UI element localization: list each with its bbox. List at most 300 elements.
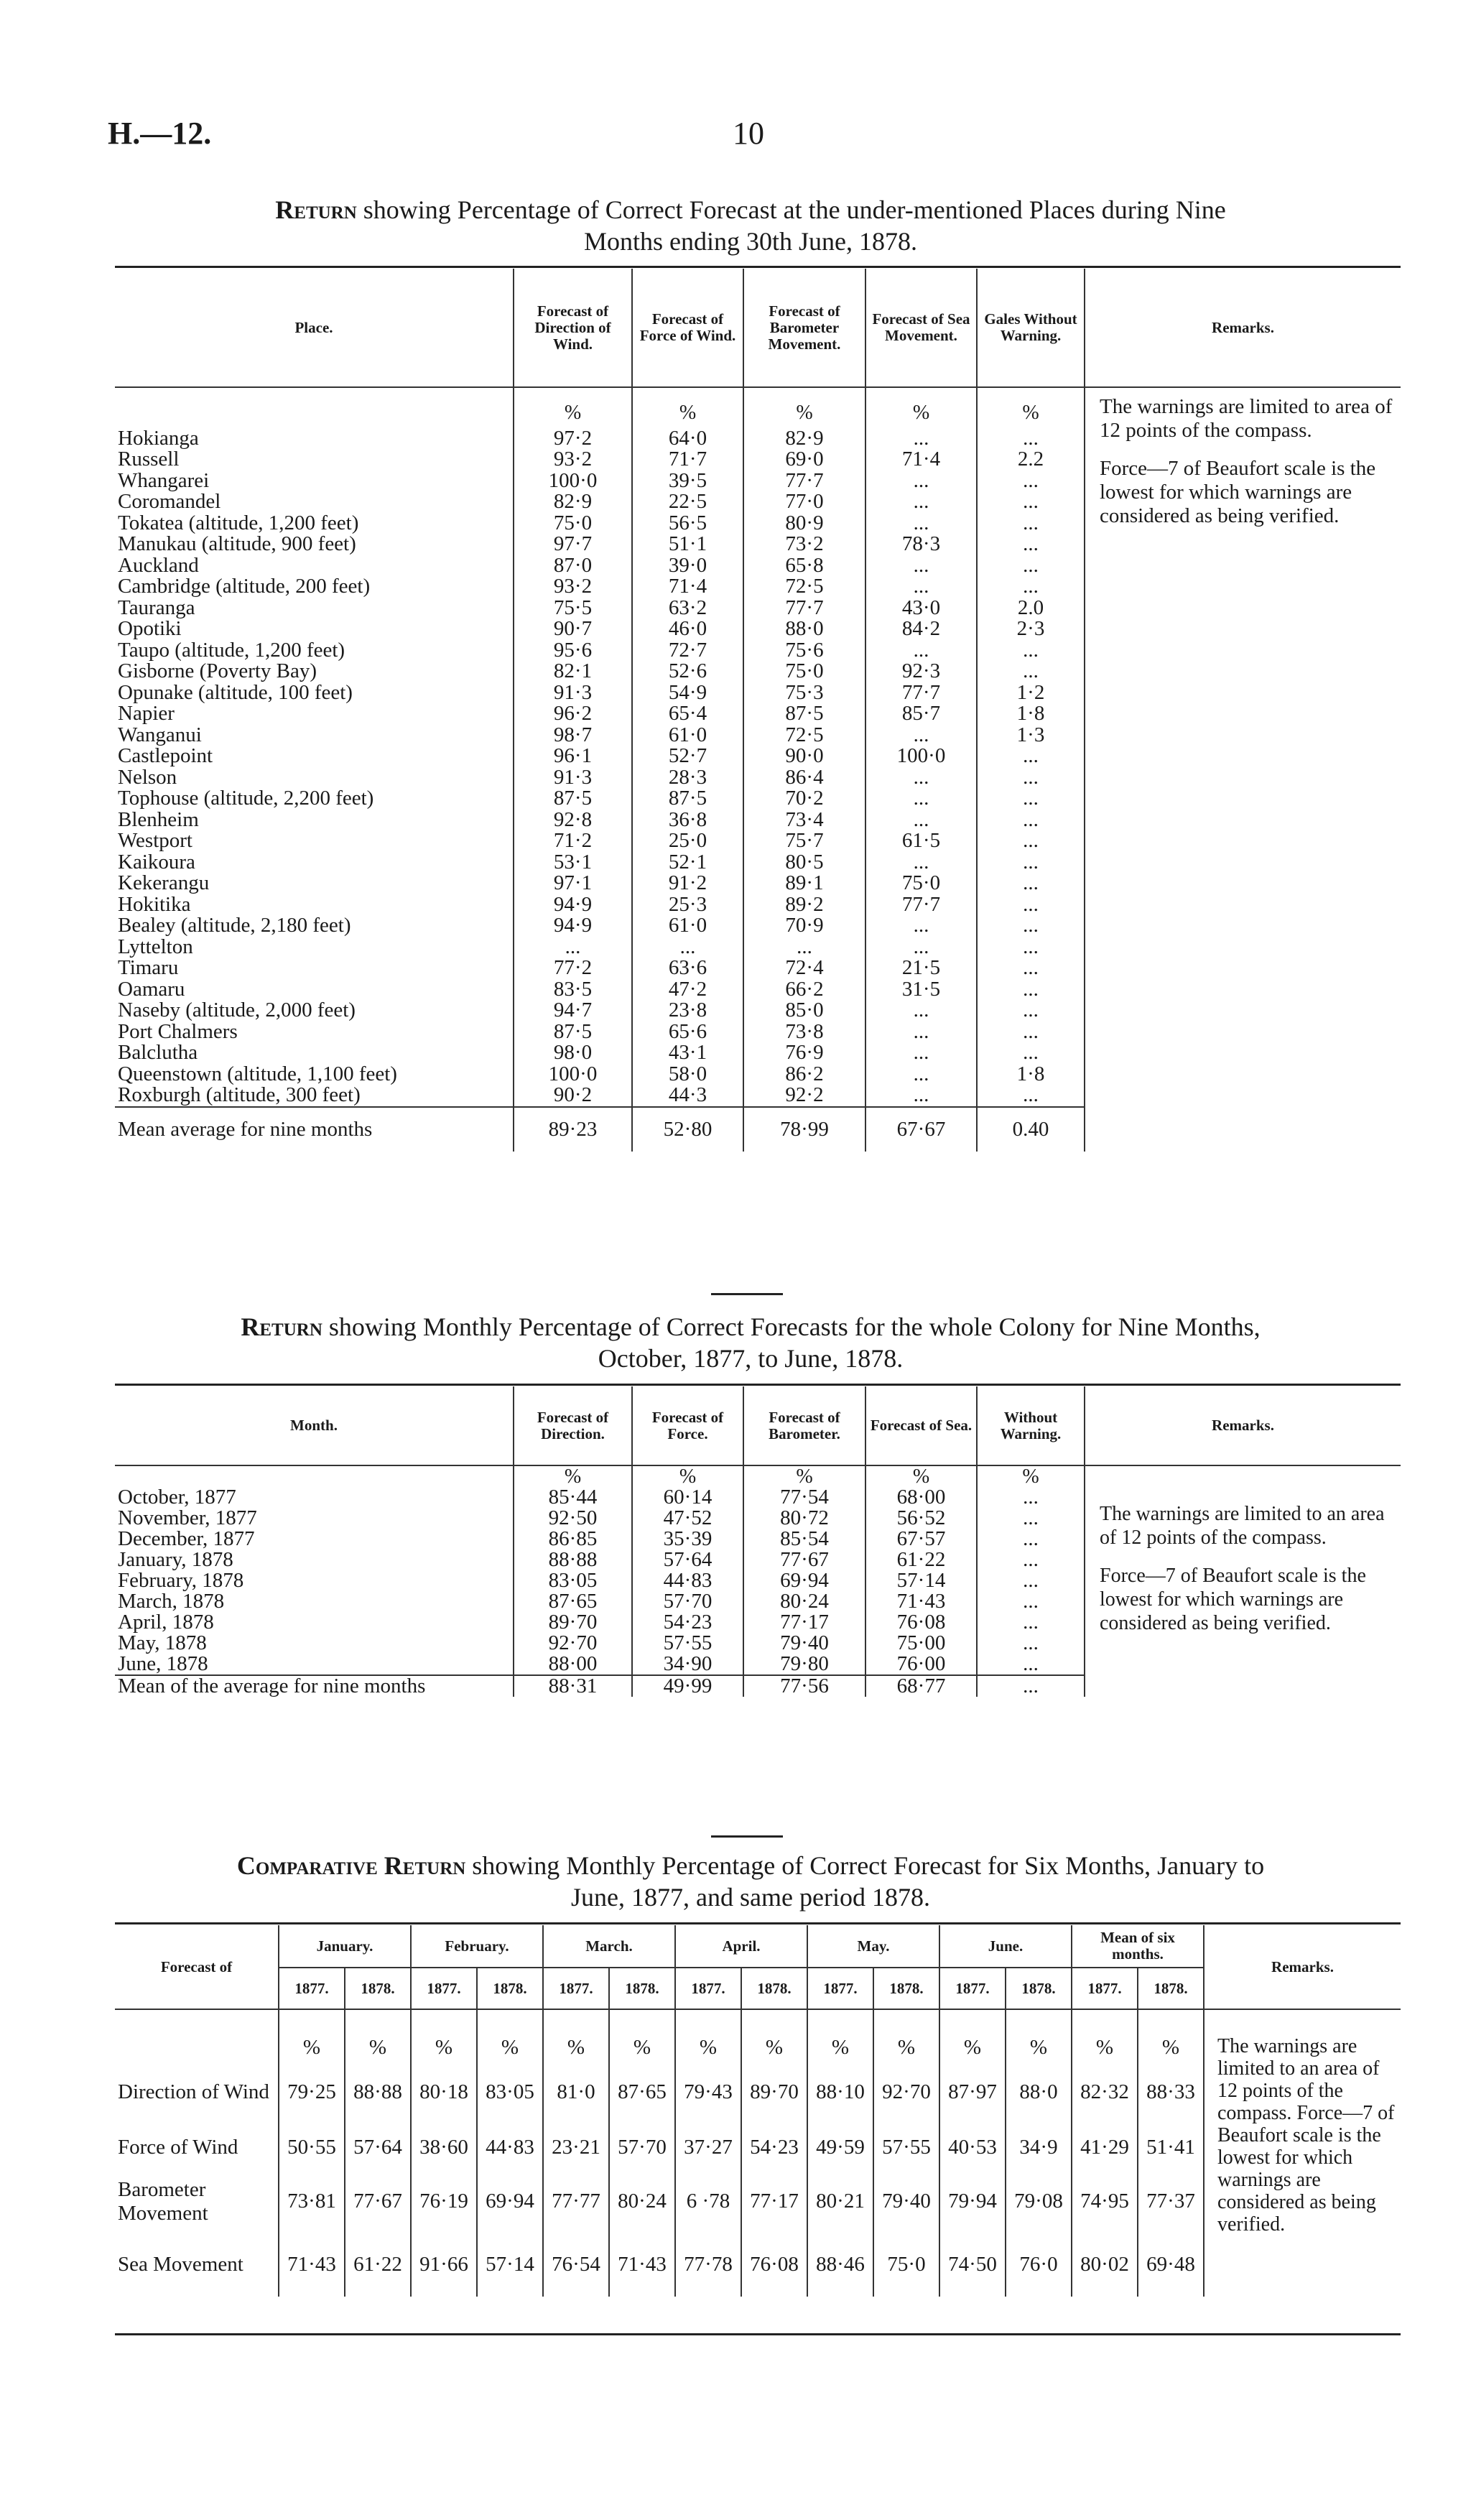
t1-place-name xyxy=(115,915,514,937)
t1-mean-cell: 89·23 xyxy=(514,1107,632,1152)
t3-unit: % xyxy=(873,2009,939,2060)
t1-cell: 69·0 xyxy=(743,449,865,471)
t1-cell: 66·2 xyxy=(743,979,865,1001)
t3-unit: % xyxy=(279,2009,345,2060)
t1-cell: 83·5 xyxy=(514,979,632,1001)
t1-cell: 87·5 xyxy=(514,788,632,810)
t1-cell: ... xyxy=(865,1085,977,1107)
t3-cell: 80·21 xyxy=(807,2171,873,2232)
t1-cell: 93·2 xyxy=(514,449,632,471)
t3-header-year: 1877. xyxy=(279,1968,345,2009)
t1-place-label: Coromandel xyxy=(118,490,221,513)
t1-cell: 96·1 xyxy=(514,746,632,767)
t2-unit: % xyxy=(977,1465,1085,1487)
t2-cell: 56·52 xyxy=(865,1508,977,1529)
t1-place-name xyxy=(115,937,514,958)
t3-cell: 23·21 xyxy=(543,2124,609,2171)
t1-place-name xyxy=(115,491,514,513)
t1-cell: 94·9 xyxy=(514,915,632,937)
t2-cell: 75·00 xyxy=(865,1633,977,1654)
t1-cell: 77·7 xyxy=(743,471,865,492)
t1-cell: ... xyxy=(632,937,743,958)
t1-unit: % xyxy=(865,387,977,428)
t1-cell: 53·1 xyxy=(514,852,632,874)
t1-cell: 75·6 xyxy=(743,640,865,662)
t1-place-label: Taupo (altitude, 1,200 feet) xyxy=(118,638,345,662)
t1-cell: 92·2 xyxy=(743,1085,865,1107)
t3-cell: 6 ·78 xyxy=(675,2171,741,2232)
t1-place-label: Tokatea (altitude, 1,200 feet) xyxy=(118,511,359,534)
t2-cell: 76·00 xyxy=(865,1654,977,1675)
t3-row-label: Direction of Wind xyxy=(115,2060,279,2124)
t1-cell: 70·2 xyxy=(743,788,865,810)
t1-cell: 95·6 xyxy=(514,640,632,662)
t1-cell: ... xyxy=(743,937,865,958)
t1-cell: 86·4 xyxy=(743,767,865,789)
t1-cell: 97·7 xyxy=(514,534,632,555)
t2-remark-2: Force—7 of Beaufort scale is the lowest for which warnings are considered as being verified. xyxy=(1100,1565,1366,1634)
t1-cell: 84·2 xyxy=(865,619,977,640)
t1-cell: 97·2 xyxy=(514,428,632,450)
t3-header-year: 1877. xyxy=(939,1968,1006,2009)
t1-cell: ... xyxy=(977,1022,1085,1043)
t1-cell: ... xyxy=(865,491,977,513)
t1-cell: 25·0 xyxy=(632,830,743,852)
t2-unit: % xyxy=(865,1465,977,1487)
t1-cell: ... xyxy=(977,979,1085,1001)
t1-cell: 90·7 xyxy=(514,619,632,640)
t1-remarks xyxy=(1085,387,1401,1107)
t3-unit: % xyxy=(477,2009,543,2060)
t3-unit: % xyxy=(741,2009,807,2060)
t1-place-name xyxy=(115,746,514,767)
t1-place-label: Opunake (altitude, 100 feet) xyxy=(118,680,353,704)
t2-cell: ... xyxy=(977,1612,1085,1633)
t1-cell: ... xyxy=(865,915,977,937)
t3-row-label: Barometer Movement xyxy=(115,2171,279,2232)
t3-unit: % xyxy=(1072,2009,1138,2060)
t1-place-name xyxy=(115,428,514,450)
t1-unit: % xyxy=(514,387,632,428)
t1-cell: 39·5 xyxy=(632,471,743,492)
t1-place-label: Roxburgh (altitude, 300 feet) xyxy=(118,1083,361,1106)
table3-top-rule xyxy=(115,1922,1401,1924)
t1-cell: ... xyxy=(977,937,1085,958)
t1-cell: 97·1 xyxy=(514,873,632,894)
t2-cell: 69·94 xyxy=(743,1570,865,1591)
t3-cell: 80·24 xyxy=(609,2171,675,2232)
t1-cell: 61·0 xyxy=(632,725,743,746)
t3-header-year: 1878. xyxy=(741,1968,807,2009)
t1-cell: 65·4 xyxy=(632,703,743,725)
t3-header-year: 1878. xyxy=(345,1968,411,2009)
t1-cell: ... xyxy=(865,788,977,810)
t1-cell: 80·9 xyxy=(743,513,865,534)
t1-place-label: Oamaru xyxy=(118,977,185,1001)
t1-place-name xyxy=(115,1042,514,1064)
t1-place-label: Bealey (altitude, 2,180 feet) xyxy=(118,914,351,937)
t1-cell: 72·5 xyxy=(743,576,865,598)
t3-header-year: 1877. xyxy=(807,1968,873,2009)
t1-remark-2: Force—7 of Beaufort scale is the lowest for which warnings are considered as being verified. xyxy=(1100,457,1376,527)
t1-cell: ... xyxy=(865,471,977,492)
t1-cell: 77·7 xyxy=(865,894,977,916)
t1-place-name xyxy=(115,725,514,746)
t1-cell: 39·0 xyxy=(632,555,743,577)
t1-place-label: Auckland xyxy=(118,553,199,577)
t1-cell: 43·0 xyxy=(865,598,977,619)
t1-cell: 61·0 xyxy=(632,915,743,937)
t3-cell: 37·27 xyxy=(675,2124,741,2171)
t3-cell: 82·32 xyxy=(1072,2060,1138,2124)
t1-cell: 2·3 xyxy=(977,619,1085,640)
t1-cell: ... xyxy=(865,1000,977,1022)
t2-cell: 44·83 xyxy=(632,1570,743,1591)
t1-cell: 61·5 xyxy=(865,830,977,852)
t1-place-name xyxy=(115,555,514,577)
t2-cell: ... xyxy=(977,1654,1085,1675)
t3-cell: 83·05 xyxy=(477,2060,543,2124)
t1-cell: 73·8 xyxy=(743,1022,865,1043)
t1-cell: ... xyxy=(977,491,1085,513)
t3-header-year: 1877. xyxy=(411,1968,477,2009)
t1-cell: 75·0 xyxy=(514,513,632,534)
t3-header-month: February. xyxy=(411,1925,543,1968)
t1-mean-label: Mean average for nine months xyxy=(115,1107,514,1152)
t1-cell: 89·2 xyxy=(743,894,865,916)
t1-place-name xyxy=(115,619,514,640)
t3-cell: 77·37 xyxy=(1138,2171,1204,2232)
t1-mean-cell: 78·99 xyxy=(743,1107,865,1152)
t1-place-label: Kaikoura xyxy=(118,850,195,874)
t3-cell: 77·17 xyxy=(741,2171,807,2232)
table2-top-rule xyxy=(115,1384,1401,1386)
t1-place-label: Naseby (altitude, 2,000 feet) xyxy=(118,999,356,1022)
table3-comparative-return xyxy=(115,1925,1401,2297)
t1-cell: 100·0 xyxy=(514,471,632,492)
table1-title-line1: showing Percentage of Correct Forecast at the under-mentioned Places during Nine xyxy=(356,195,1226,224)
t2-month-name: June, 1878 xyxy=(115,1654,514,1675)
t1-place-name xyxy=(115,449,514,471)
t2-cell: 34·90 xyxy=(632,1654,743,1675)
t2-cell: ... xyxy=(977,1487,1085,1508)
t1-cell: 64·0 xyxy=(632,428,743,450)
t1-cell: ... xyxy=(977,513,1085,534)
t2-month-name: March, 1878 xyxy=(115,1591,514,1612)
t3-cell: 88·10 xyxy=(807,2060,873,2124)
t1-place-label: Nelson xyxy=(118,765,177,789)
t1-place-label: Russell xyxy=(118,448,180,471)
t3-cell: 79·43 xyxy=(675,2060,741,2124)
t1-cell: ... xyxy=(977,873,1085,894)
t1-unit: % xyxy=(743,387,865,428)
t1-place-label: Napier xyxy=(118,702,175,725)
t1-place-label: Port Chalmers xyxy=(118,1019,238,1043)
t2-cell: 92·70 xyxy=(514,1633,632,1654)
t1-place-name xyxy=(115,788,514,810)
t2-header-month: Month. xyxy=(115,1386,514,1465)
t1-cell: 52·1 xyxy=(632,852,743,874)
t1-place-name xyxy=(115,598,514,619)
t1-cell: 77·7 xyxy=(865,682,977,704)
t1-place-name xyxy=(115,873,514,894)
t1-cell: ... xyxy=(865,1064,977,1085)
t3-cell: 49·59 xyxy=(807,2124,873,2171)
t2-cell: 61·22 xyxy=(865,1549,977,1570)
t3-unit: % xyxy=(1006,2009,1072,2060)
t3-header-year: 1877. xyxy=(543,1968,609,2009)
t1-cell: 73·4 xyxy=(743,810,865,831)
t1-cell: ... xyxy=(977,576,1085,598)
t3-header-remarks: Remarks. xyxy=(1204,1925,1401,2009)
t1-place-name xyxy=(115,661,514,682)
t2-remark-1: The warnings are limited to an area of 12 points of the compass. xyxy=(1100,1503,1385,1549)
t3-header-year: 1877. xyxy=(675,1968,741,2009)
t3-header-year: 1878. xyxy=(609,1968,675,2009)
t2-header-remarks: Remarks. xyxy=(1085,1386,1401,1465)
t1-place-name xyxy=(115,1064,514,1085)
t2-cell: 85·44 xyxy=(514,1487,632,1508)
t1-cell: 65·8 xyxy=(743,555,865,577)
t2-cell: 77·17 xyxy=(743,1612,865,1633)
t3-cell: 89·70 xyxy=(741,2060,807,2124)
t1-place-name xyxy=(115,682,514,704)
t1-cell: 100·0 xyxy=(514,1064,632,1085)
t1-place-name xyxy=(115,576,514,598)
t1-cell: ... xyxy=(977,894,1085,916)
t1-cell: ... xyxy=(865,810,977,831)
t1-cell: 1·2 xyxy=(977,682,1085,704)
t1-place-name xyxy=(115,767,514,789)
t3-cell: 34·9 xyxy=(1006,2124,1072,2171)
t2-mean-cell: 49·99 xyxy=(632,1675,743,1697)
t2-cell: 86·85 xyxy=(514,1529,632,1549)
t1-cell: 80·5 xyxy=(743,852,865,874)
t3-unit: % xyxy=(675,2009,741,2060)
t2-cell: 35·39 xyxy=(632,1529,743,1549)
t2-header-barometer: Forecast of Barometer. xyxy=(743,1386,865,1465)
t3-cell: 81·0 xyxy=(543,2060,609,2124)
t2-cell: 68·00 xyxy=(865,1487,977,1508)
t1-cell: 91·3 xyxy=(514,767,632,789)
t3-cell: 74·50 xyxy=(939,2232,1006,2297)
t1-header-place: Place. xyxy=(115,269,514,387)
t3-unit: % xyxy=(1138,2009,1204,2060)
t1-place-name xyxy=(115,807,514,831)
table2-title-line1: showing Monthly Percentage of Correct Forecasts for the whole Colony for Nine Months, xyxy=(322,1312,1261,1341)
t1-cell: ... xyxy=(865,640,977,662)
t1-place-label: Tophouse (altitude, 2,200 feet) xyxy=(118,787,374,810)
t2-month-name: May, 1878 xyxy=(115,1633,514,1654)
t1-header-gales: Gales Without Warning. xyxy=(977,269,1085,387)
table1-title-lead: Return xyxy=(275,195,357,224)
t2-cell: ... xyxy=(977,1508,1085,1529)
t1-cell: ... xyxy=(977,428,1085,450)
t1-cell: 25·3 xyxy=(632,894,743,916)
t3-cell: 38·60 xyxy=(411,2124,477,2171)
t1-place-label: Hokianga xyxy=(118,426,199,450)
t1-cell: 75·5 xyxy=(514,598,632,619)
t1-cell: 78·3 xyxy=(865,534,977,555)
t3-cell: 71·43 xyxy=(609,2232,675,2297)
t2-cell: 80·72 xyxy=(743,1508,865,1529)
t1-unit: % xyxy=(632,387,743,428)
t1-cell: 100·0 xyxy=(865,746,977,767)
t1-mean-cell: 52·80 xyxy=(632,1107,743,1152)
t2-cell: 57·55 xyxy=(632,1633,743,1654)
t1-cell: ... xyxy=(865,555,977,577)
t1-cell: 71·4 xyxy=(632,576,743,598)
t3-cell: 79·40 xyxy=(873,2171,939,2232)
t1-cell: 86·2 xyxy=(743,1064,865,1085)
t1-cell: 85·7 xyxy=(865,703,977,725)
t3-cell: 74·95 xyxy=(1072,2171,1138,2232)
t3-cell: 79·25 xyxy=(279,2060,345,2124)
t2-cell: 88·88 xyxy=(514,1549,632,1570)
t1-cell: 52·6 xyxy=(632,661,743,682)
t1-cell: ... xyxy=(977,661,1085,682)
t2-cell: ... xyxy=(977,1591,1085,1612)
t1-header-remarks: Remarks. xyxy=(1085,269,1401,387)
t1-cell: 92·8 xyxy=(514,810,632,831)
t1-cell: ... xyxy=(514,937,632,958)
t2-month-name: October, 1877 xyxy=(115,1487,514,1508)
t3-cell: 57·70 xyxy=(609,2124,675,2171)
t1-place-name xyxy=(115,894,514,916)
t3-header-month: January. xyxy=(279,1925,411,1968)
t3-unit: % xyxy=(543,2009,609,2060)
t2-mean-label: Mean of the average for nine months xyxy=(115,1675,514,1697)
t1-cell: 91·3 xyxy=(514,682,632,704)
t3-header-year: 1877. xyxy=(1072,1968,1138,2009)
t1-cell: 71·4 xyxy=(865,449,977,471)
t1-place-label: Timaru xyxy=(118,956,179,979)
t3-cell: 69·94 xyxy=(477,2171,543,2232)
t2-header-without-warning: Without Warning. xyxy=(977,1386,1085,1465)
t2-cell: 92·50 xyxy=(514,1508,632,1529)
t1-place-name xyxy=(115,468,514,492)
t3-cell: 57·55 xyxy=(873,2124,939,2171)
t1-place-label: Hokitika xyxy=(118,892,191,916)
t1-cell: 21·5 xyxy=(865,958,977,979)
t3-header-mean: Mean of six months. xyxy=(1072,1925,1204,1968)
t3-cell: 54·23 xyxy=(741,2124,807,2171)
t1-place-label: Castlepoint xyxy=(118,744,213,767)
t3-unit-row xyxy=(115,2009,1401,2060)
t1-cell: 75·0 xyxy=(743,661,865,682)
t3-unit: % xyxy=(411,2009,477,2060)
t3-header-month: June. xyxy=(939,1925,1072,1968)
t2-unit: % xyxy=(514,1465,632,1487)
t1-place-label: Opotiki xyxy=(118,617,182,640)
t2-cell: ... xyxy=(977,1633,1085,1654)
t1-cell: ... xyxy=(977,471,1085,492)
table2-title-lead: Return xyxy=(241,1312,322,1341)
t3-header-year: 1878. xyxy=(873,1968,939,2009)
t1-place-name xyxy=(115,703,514,725)
t1-place-label: Queenstown (altitude, 1,100 feet) xyxy=(118,1062,397,1085)
t1-cell: 75·0 xyxy=(865,873,977,894)
t3-cell: 87·97 xyxy=(939,2060,1006,2124)
t2-cell: 83·05 xyxy=(514,1570,632,1591)
t3-header-month: April. xyxy=(675,1925,807,1968)
t2-mean-cell: ... xyxy=(977,1675,1085,1697)
separator-rule xyxy=(711,1293,783,1295)
t2-remarks xyxy=(1085,1465,1401,1697)
t1-cell: 98·0 xyxy=(514,1042,632,1064)
t1-cell: 63·2 xyxy=(632,598,743,619)
t3-header-year: 1878. xyxy=(1138,1968,1204,2009)
t3-header-month: March. xyxy=(543,1925,675,1968)
t1-cell: ... xyxy=(977,746,1085,767)
t1-cell: 65·6 xyxy=(632,1022,743,1043)
t1-cell: ... xyxy=(977,555,1085,577)
t3-cell: 88·0 xyxy=(1006,2060,1072,2124)
t1-cell: 94·9 xyxy=(514,894,632,916)
table2-monthly-forecast xyxy=(115,1386,1401,1697)
t3-unit: % xyxy=(609,2009,675,2060)
t3-cell: 77·67 xyxy=(345,2171,411,2232)
t1-cell: 23·8 xyxy=(632,1000,743,1022)
t1-cell: 90·0 xyxy=(743,746,865,767)
t1-cell: 1·8 xyxy=(977,1064,1085,1085)
t1-place-label: Manukau (altitude, 900 feet) xyxy=(118,532,356,555)
t2-cell: 77·54 xyxy=(743,1487,865,1508)
t2-cell: 57·14 xyxy=(865,1570,977,1591)
t3-cell: 77·78 xyxy=(675,2232,741,2297)
t3-cell: 91·66 xyxy=(411,2232,477,2297)
t1-cell: 56·5 xyxy=(632,513,743,534)
t1-cell: ... xyxy=(865,428,977,450)
t3-cell: 69·48 xyxy=(1138,2232,1204,2297)
t3-unit: % xyxy=(807,2009,873,2060)
t3-unit-spacer xyxy=(115,2009,279,2060)
t1-cell: ... xyxy=(977,640,1085,662)
t1-header-force: Forecast of Force of Wind. xyxy=(632,269,743,387)
t2-mean-cell: 88·31 xyxy=(514,1675,632,1697)
t2-cell: 54·23 xyxy=(632,1612,743,1633)
t1-cell: 75·7 xyxy=(743,830,865,852)
t2-month-name: December, 1877 xyxy=(115,1529,514,1549)
table3-title-lead: Comparative Return xyxy=(236,1851,466,1880)
t1-cell: 76·9 xyxy=(743,1042,865,1064)
t1-cell: 89·1 xyxy=(743,873,865,894)
t2-cell: 87·65 xyxy=(514,1591,632,1612)
t2-cell: 47·52 xyxy=(632,1508,743,1529)
t3-cell: 57·14 xyxy=(477,2232,543,2297)
t3-cell: 76·0 xyxy=(1006,2232,1072,2297)
t1-cell: ... xyxy=(865,725,977,746)
t1-header-barometer: Forecast of Barometer Movement. xyxy=(743,269,865,387)
t2-header-direction: Forecast of Direction. xyxy=(514,1386,632,1465)
t1-cell: 43·1 xyxy=(632,1042,743,1064)
t3-header-month: May. xyxy=(807,1925,939,1968)
t1-cell: ... xyxy=(977,534,1085,555)
t1-place-label: Whangarei xyxy=(118,468,210,492)
t3-cell: 50·55 xyxy=(279,2124,345,2171)
t1-cell: 47·2 xyxy=(632,979,743,1001)
table1-top-rule xyxy=(115,266,1401,268)
t1-place-name xyxy=(115,513,514,534)
t1-cell: 72·5 xyxy=(743,725,865,746)
page-number: 10 xyxy=(733,116,764,151)
t2-cell: 71·43 xyxy=(865,1591,977,1612)
t1-header-direction: Forecast of Direction of Wind. xyxy=(514,269,632,387)
t3-cell: 79·94 xyxy=(939,2171,1006,2232)
t2-cell: 76·08 xyxy=(865,1612,977,1633)
t1-mean-cell: 0.40 xyxy=(977,1107,1085,1152)
t1-cell: 72·7 xyxy=(632,640,743,662)
